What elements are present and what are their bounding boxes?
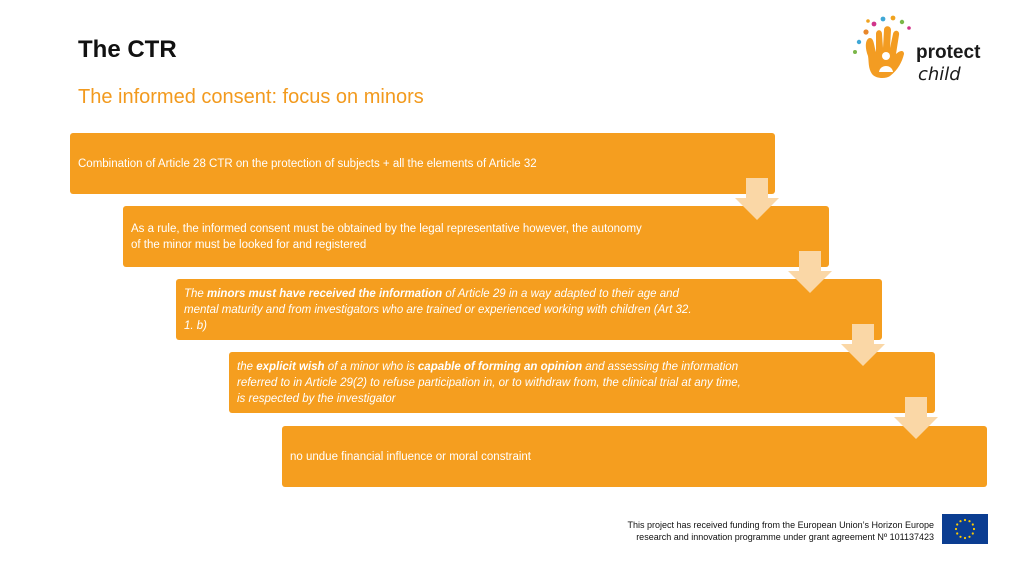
- step-3-box: [176, 279, 882, 340]
- protect-child-logo: [846, 12, 996, 92]
- arrow-down-icon: [894, 397, 938, 441]
- slide-subtitle: The informed consent: focus on minors: [78, 86, 424, 108]
- step-5-text: no undue financial influence or moral constraint: [290, 450, 532, 463]
- step-2-text: [131, 221, 821, 253]
- step-1-box: [70, 133, 775, 194]
- arrow-down-icon: [841, 324, 885, 368]
- step-3-pre: The: [184, 287, 208, 300]
- step-3-line-1: [184, 286, 874, 302]
- step-4-text: [237, 359, 927, 407]
- arrow-down-icon: [735, 178, 779, 222]
- eu-flag-icon: [942, 514, 988, 544]
- step-4-line-2: referred to in Article 29(2) to refuse participation in, or to withdraw from, the clinical trial at any time,: [237, 376, 741, 389]
- step-3-line-2: mental maturity and from investigators who are trained or experienced working with children (Art 32.: [184, 303, 692, 316]
- step-4-bold-2: capable of forming an opinion: [417, 360, 583, 373]
- step-2-box: [123, 206, 829, 267]
- funding-line-2: research and innovation programme under grant agreement Nº 101137423: [636, 532, 934, 542]
- step-4-post: and assessing the information: [582, 360, 739, 373]
- step-3-line-3: 1. b): [184, 319, 208, 332]
- step-3-text: [184, 286, 874, 334]
- step-4-mid: of a minor who is: [324, 360, 418, 373]
- arrow-down-icon: [788, 251, 832, 295]
- step-5-box: [282, 426, 987, 487]
- step-1-text: Combination of Article 28 CTR on the protection of subjects + all the elements of Article 32: [78, 157, 537, 170]
- step-4-line-1: [237, 359, 927, 375]
- step-3-post: of Article 29 in a way adapted to their age and: [442, 287, 679, 300]
- step-2-line-2: of the minor must be looked for and registered: [131, 238, 367, 251]
- step-2-line-1: As a rule, the informed consent must be obtained by the legal representative however, the autonomy: [131, 222, 642, 235]
- step-4-box: [229, 352, 935, 413]
- step-4-pre: the: [237, 360, 257, 373]
- logo-word-protect: protect: [916, 42, 981, 63]
- funding-line-1: This project has received funding from the European Union’s Horizon Europe: [627, 520, 934, 530]
- step-3-bold: minors must have received the information: [207, 287, 443, 300]
- logo-word-child: child: [918, 64, 961, 85]
- step-4-bold-1: explicit wish: [256, 360, 325, 373]
- funding-notice: [514, 519, 934, 543]
- step-4-line-3: is respected by the investigator: [237, 392, 396, 405]
- slide-title: The CTR: [78, 36, 177, 63]
- hand-logo-icon: [853, 16, 911, 78]
